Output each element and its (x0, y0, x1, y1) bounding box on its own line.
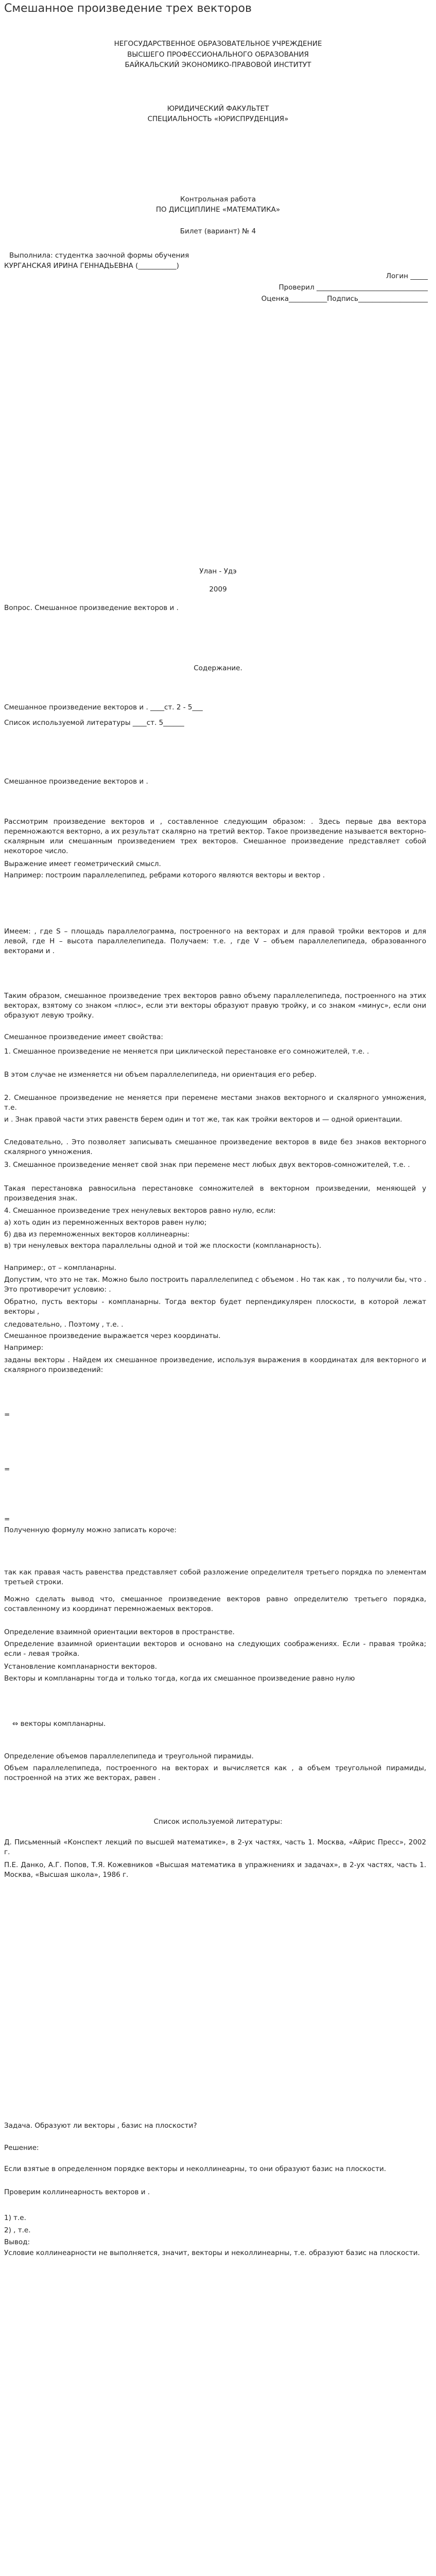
paragraph: Проверим коллинеарность векторов и . (4, 2188, 150, 2196)
section-heading: Смешанное произведение векторов и . (4, 777, 148, 786)
paragraph: следовательно, . Поэтому , т.е. . (4, 1320, 124, 1329)
equation-line: = (4, 1465, 10, 1473)
property-1: 1. Смешанное произведение не меняется при циклической перестановке его сомножителей, т.е. . (4, 1047, 369, 1056)
paragraph: Следовательно, . Это позволяет записывать смешанное произведение векторов в виде без знаков векторного скалярного умножения. (4, 1138, 426, 1156)
paragraph: 2) , т.е. (4, 2226, 31, 2234)
checked-by-field: Проверил ________________________________ (278, 283, 428, 292)
paragraph: заданы векторы . Найдем их смешанное произведение, используя выражения в координатах для векторного и скалярного произведений: (4, 1356, 426, 1374)
paragraph: Обратно, пусть векторы - компланарны. Тогда вектор будет перпендикулярен плоскости, в которой лежат векторы , (4, 1298, 426, 1316)
paragraph: Рассмотрим произведение векторов и , составленное следующим образом: . Здесь первые два вектора перемножаются векторно, а их результат скалярно на третий вектор. Такое произведение называется векторно-скалярным или смешанным произведением трех векторов. Смешанное произведение представляет собой некоторое число. (4, 818, 426, 855)
paragraph: Объем параллелепипеда, построенного на векторах и вычисляется как , а объем треугольной пирамиды, построенной на этих же векторах, равен . (4, 1764, 426, 1782)
toc-item: Список используемой литературы ____ст. 5______ (4, 719, 184, 727)
student-name: КУРГАНСКАЯ ИРИНА ГЕННАДЬЕВНА (___________) (4, 262, 179, 270)
paragraph: Если взятые в определенном порядке векторы и неколлинеарны, то они образуют базис на плоскости. (4, 2165, 387, 2173)
toc-item: Смешанное произведение векторов и . ____ст. 2 - 5___ (4, 703, 203, 711)
institution-line-2: ВЫСШЕГО ПРОФЕССИОНАЛЬНОГО ОБРАЗОВАНИЯ (127, 50, 309, 59)
paragraph: Например: построим параллелепипед, ребрами которого являются векторы и вектор . (4, 871, 325, 879)
faculty: ЮРИДИЧЕСКИЙ ФАКУЛЬТЕТ (167, 105, 269, 113)
paragraph: Полученную формулу можно записать короче: (4, 1526, 177, 1534)
paragraph: так как правая часть равенства представляет собой разложение определителя третьего порядка по элементам третьей строки. (4, 1568, 426, 1586)
paragraph: Например:, от – компланарны. (4, 1264, 117, 1272)
paragraph: Такая перестановка равносильна перестановке сомножителей в векторном произведении, меняющей у произведения знак. (4, 1184, 426, 1202)
grade-signature-field: Оценка___________Подпись____________________ (261, 295, 428, 303)
condition-c: в) три ненулевых вектора параллельны одной и той же плоскости (компланарность). (4, 1242, 322, 1250)
property-3: 3. Смешанное произведение меняет свой знак при перемене мест любых двух векторов-сомножителей, т.е. . (4, 1161, 410, 1169)
discipline: ПО ДИСЦИПЛИНЕ «МАТЕМАТИКА» (155, 206, 281, 214)
paragraph: 1) т.е. (4, 2214, 26, 2222)
paragraph: Имеем: , где S – площадь параллелограмма, построенного на векторах и для правой тройки векторов и для левой, где H – высота параллелепипеда. Получаем: т.е. , где V – объем параллелепипеда, образованного векторами и . (4, 927, 426, 955)
property-2: 2. Смешанное произведение не меняется при перемене местами знаков векторного и скалярного умножения, т.е. (4, 1094, 426, 1112)
login-field: Логин _____ (386, 272, 428, 280)
city: Улан - Удэ (199, 567, 237, 575)
paragraph: В этом случае не изменяется ни объем параллелепипеда, ни ориентация его ребер. (4, 1071, 317, 1079)
question: Вопрос. Смешанное произведение векторов и . (4, 604, 179, 612)
paragraph: ⇔ векторы компланарны. (12, 1720, 106, 1728)
equation-line: = (4, 1411, 10, 1419)
solution-label: Решение: (4, 2144, 39, 2152)
paragraph: Допустим, что это не так. Можно было построить параллелепипед с объемом . Но так как , то получили бы, что . Это противоречит условию: . (4, 1276, 426, 1294)
ticket-number: Билет (вариант) № 4 (180, 227, 256, 235)
paragraph: Определение взаимной ориентации векторов в пространстве. (4, 1628, 235, 1636)
institution-line-1: НЕГОСУДАРСТВЕННОЕ ОБРАЗОВАТЕЛЬНОЕ УЧРЕЖДЕНИЕ (114, 40, 322, 48)
paragraph: Векторы и компланарны тогда и только тогда, когда их смешанное произведение равно нулю (4, 1674, 355, 1683)
references-heading: Список используемой литературы: (153, 1818, 283, 1826)
paragraph: Определение объемов параллелепипеда и треугольной пирамиды. (4, 1752, 254, 1760)
paragraph: Смешанное произведение имеет свойства: (4, 1033, 163, 1041)
reference-item: Д. Письменный «Конспект лекций по высшей математике», в 2-ух частях, часть 1. Москва, «Айрис Пресс», 2002 г. (4, 1838, 426, 1856)
paragraph: Можно сделать вывод что, смешанное произведение векторов равно определителю третьего порядка, составленному из координат перемножаемых векторов. (4, 1595, 426, 1613)
year: 2009 (209, 585, 227, 594)
conclusion-label: Вывод: (4, 2238, 30, 2246)
page-title: Смешанное произведение трех векторов (4, 2, 252, 15)
paragraph: Установление компланарности векторов. (4, 1663, 158, 1671)
performed-by: Выполнила: студентка заочной формы обучения (9, 251, 189, 260)
equation-line: = (4, 1515, 10, 1523)
paragraph: Выражение имеет геометрический смысл. (4, 860, 161, 868)
toc-heading: Содержание. (194, 664, 242, 672)
condition-b: б) два из перемноженных векторов коллинеарны: (4, 1230, 190, 1239)
paragraph: Таким образом, смешанное произведение трех векторов равно объему параллелепипеда, построенного на этих векторах, взятому со знаком «плюс», если эти векторы образуют правую тройку, и со знаком «минус», если они образуют левую тройку. (4, 992, 426, 1020)
condition-a: а) хоть один из перемноженных векторов равен нулю; (4, 1218, 207, 1227)
work-type: Контрольная работа (180, 195, 256, 204)
task-question: Задача. Образуют ли векторы , базис на плоскости? (4, 2122, 197, 2130)
paragraph: Определение взаимной ориентации векторов и основано на следующих соображениях. Если - правая тройка; если - левая тройка. (4, 1640, 426, 1658)
paragraph: Например: (4, 1344, 44, 1352)
institution-line-3: БАЙКАЛЬСКИЙ ЭКОНОМИКО-ПРАВОВОЙ ИНСТИТУТ (125, 61, 311, 69)
paragraph: Условие коллинеарности не выполняется, значит, векторы и неколлинеарны, т.е. образуют базис на плоскости. (4, 2249, 420, 2257)
property-4: 4. Смешанное произведение трех ненулевых векторов равно нулю, если: (4, 1207, 276, 1215)
reference-item: П.Е. Данко, А.Г. Попов, Т.Я. Кожевников «Высшая математика в упражнениях и задачах», в 2-ух частях, часть 1. Москва, «Высшая школа», 1986 г. (4, 1861, 426, 1879)
paragraph: и . Знак правой части этих равенств берем один и тот же, так как тройки векторов и — одной ориентации. (4, 1115, 403, 1124)
paragraph: Смешанное произведение выражается через координаты. (4, 1332, 221, 1340)
specialty: СПЕЦИАЛЬНОСТЬ «ЮРИСПРУДЕНЦИЯ» (147, 115, 289, 123)
